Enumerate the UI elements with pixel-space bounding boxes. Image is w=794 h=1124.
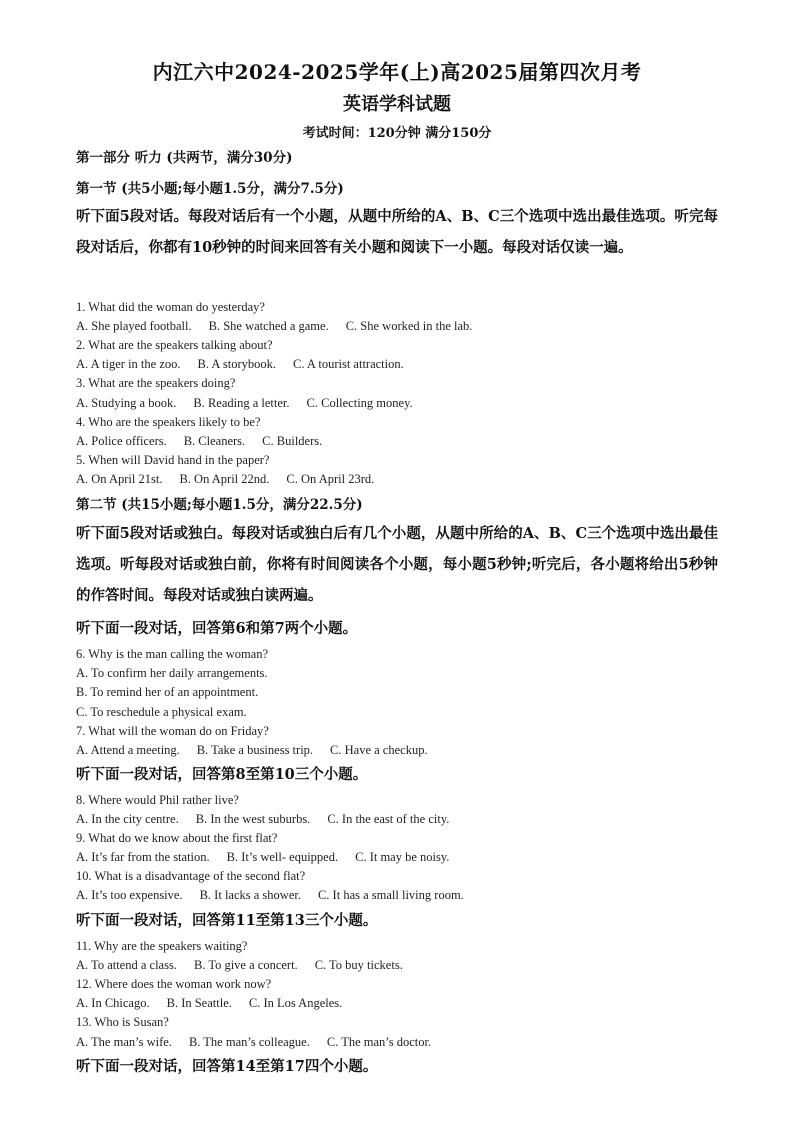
question-stem: 7. What will the woman do on Friday? <box>76 724 269 738</box>
question-options <box>76 958 420 973</box>
option-b: B. Cleaners. <box>183 434 246 448</box>
question-options <box>76 357 421 372</box>
question-options <box>76 434 339 449</box>
question-stem: 8. Where would Phil rather live? <box>76 793 239 807</box>
question-options <box>76 319 489 334</box>
option-c: C. It has a small living room. <box>317 888 464 902</box>
question-options <box>76 396 430 411</box>
option-b: B. To remind her of an appointment. <box>76 685 259 699</box>
option-c: C. To buy tickets. <box>314 958 403 972</box>
section2-heading: 第二节 (共15小题;每小题1.5分，满分22.5分) <box>76 497 363 513</box>
question-stem: 12. Where does the woman work now? <box>76 977 272 991</box>
option-a: A. In the city centre. <box>76 812 179 826</box>
section2-instruction: 听下面5段对话或独白。每段对话或独白后有几个小题，从题中所给的A、B、C三个选项中选出最佳选项。听每段对话或独白前，你将有时间阅读各个小题，每小题5秒钟;听完后，各小题将给出5秒钟的作答时间。每段对话或独白读两遍。 <box>76 525 718 604</box>
option-b: B. In Seattle. <box>166 996 232 1010</box>
option-a: A. Attend a meeting. <box>76 743 180 757</box>
part1-heading: 第一部分 听力 (共两节，满分30分) <box>76 150 293 166</box>
option-b: B. To give a concert. <box>193 958 298 972</box>
question-stem: 13. Who is Susan? <box>76 1015 169 1029</box>
option-c: C. Builders. <box>262 434 323 448</box>
question-options <box>76 472 391 487</box>
option-b: B. In the west suburbs. <box>195 812 311 826</box>
option-c: C. Collecting money. <box>306 396 413 410</box>
question-stem: 9. What do we know about the first flat? <box>76 831 278 845</box>
option-b: B. A storybook. <box>197 357 276 371</box>
option-a: A. Police officers. <box>76 434 167 448</box>
option-a: A. It’s far from the station. <box>76 850 210 864</box>
option-c: C. The man’s doctor. <box>326 1035 432 1049</box>
question-options <box>76 1035 448 1050</box>
option-b: B. She watched a game. <box>208 319 329 333</box>
option-a: A. To attend a class. <box>76 958 177 972</box>
question-stem: 10. What is a disadvantage of the second flat? <box>76 869 306 883</box>
option-c: C. A tourist attraction. <box>293 357 404 371</box>
option-c: C. To reschedule a physical exam. <box>76 705 247 719</box>
question-stem: 11. Why are the speakers waiting? <box>76 939 248 953</box>
option-b: B. On April 22nd. <box>179 472 270 486</box>
question-stem: 2. What are the speakers talking about? <box>76 338 273 352</box>
group-heading: 听下面一段对话，回答第6和第7两个小题。 <box>76 620 358 637</box>
option-a: A. To confirm her daily arrangements. <box>76 666 268 680</box>
option-b: B. It’s well- equipped. <box>226 850 339 864</box>
question-options <box>76 743 445 758</box>
option-a: A. Studying a book. <box>76 396 177 410</box>
option-a: A. On April 21st. <box>76 472 163 486</box>
option-a: A. The man’s wife. <box>76 1035 172 1049</box>
option-c: C. In Los Angeles. <box>248 996 343 1010</box>
question-stem: 4. Who are the speakers likely to be? <box>76 415 261 429</box>
option-a: A. A tiger in the zoo. <box>76 357 181 371</box>
group-heading: 听下面一段对话，回答第11至第13三个小题。 <box>76 912 378 929</box>
question-options <box>76 850 466 865</box>
exam-title: 内江六中2024-2025学年(上)高2025届第四次月考 <box>152 60 642 84</box>
option-a: A. She played football. <box>76 319 192 333</box>
option-b: B. It lacks a shower. <box>199 888 301 902</box>
section1-heading: 第一节 (共5小题;每小题1.5分，满分7.5分) <box>76 181 344 197</box>
group-heading: 听下面一段对话，回答第14至第17四个小题。 <box>76 1058 378 1075</box>
option-c: C. On April 23rd. <box>286 472 375 486</box>
option-c: C. Have a checkup. <box>330 743 428 757</box>
option-a: A. In Chicago. <box>76 996 150 1010</box>
question-stem: 6. Why is the man calling the woman? <box>76 647 269 661</box>
option-c: C. She worked in the lab. <box>345 319 473 333</box>
option-a: A. It’s too expensive. <box>76 888 183 902</box>
exam-info: 考试时间：120分钟 满分150分 <box>302 126 492 141</box>
option-b: B. The man’s colleague. <box>188 1035 310 1049</box>
option-b: B. Take a business trip. <box>196 743 314 757</box>
section1-instruction: 听下面5段对话。每段对话后有一个小题，从题中所给的A、B、C三个选项中选出最佳选项。听完每段对话后，你都有10秒钟的时间来回答有关小题和阅读下一小题。每段对话仅读一遍。 <box>76 208 718 256</box>
option-b: B. Reading a letter. <box>193 396 290 410</box>
group-heading: 听下面一段对话，回答第8至第10三个小题。 <box>76 766 368 783</box>
question-stem: 5. When will David hand in the paper? <box>76 453 270 467</box>
question-stem: 3. What are the speakers doing? <box>76 376 236 390</box>
question-stem: 1. What did the woman do yesterday? <box>76 300 265 314</box>
option-c: C. In the east of the city. <box>327 812 450 826</box>
question-options <box>76 888 481 903</box>
exam-subtitle: 英语学科试题 <box>343 94 451 115</box>
question-options <box>76 812 466 827</box>
question-options <box>76 996 359 1011</box>
option-c: C. It may be noisy. <box>355 850 450 864</box>
